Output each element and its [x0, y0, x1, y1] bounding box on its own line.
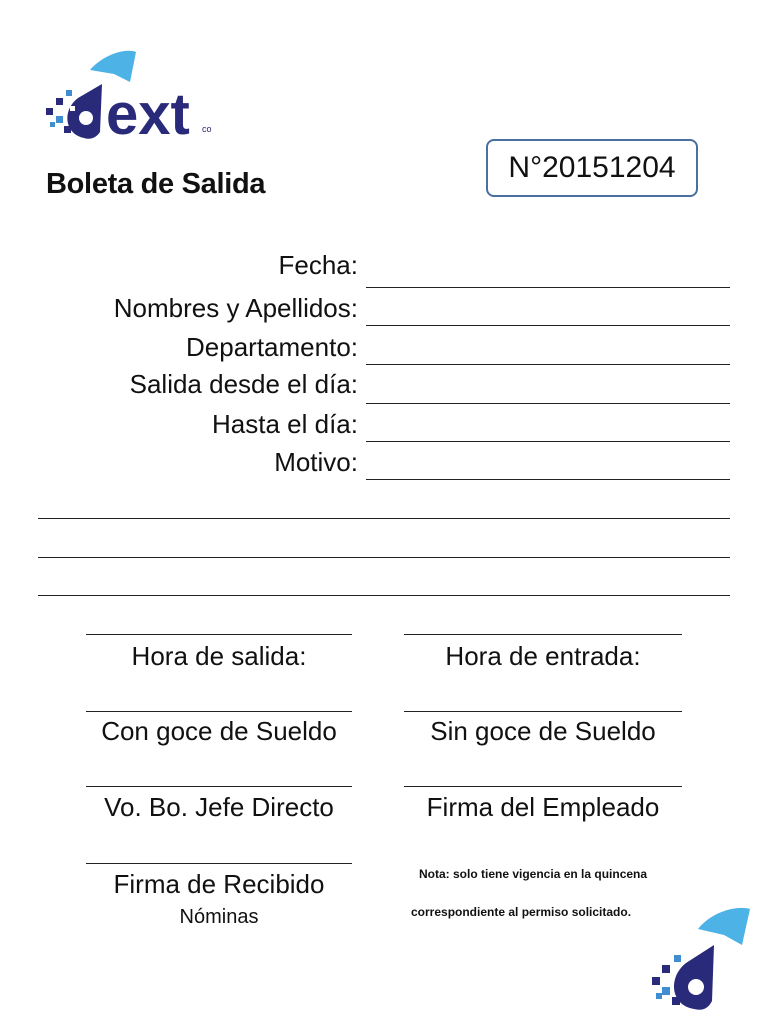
note-line-2: correspondiente al permiso solicitado. [411, 905, 632, 919]
note-line-1: Nota: solo tiene vigencia en la quincena [419, 867, 648, 881]
field-label-departamento: Departamento: [186, 332, 358, 362]
logo-text: ext [106, 82, 190, 147]
jefe-label: Vo. Bo. Jefe Directo [104, 792, 334, 822]
field-line-motivo[interactable] [366, 479, 730, 480]
field-line-fecha[interactable] [366, 287, 730, 288]
page-title: Boleta de Salida [46, 168, 266, 200]
field-line-nombres[interactable] [366, 325, 730, 326]
field-line-hasta[interactable] [366, 441, 730, 442]
empleado-label: Firma del Empleado [426, 792, 660, 822]
con-goce-label: Con goce de Sueldo [101, 716, 337, 746]
hora-entrada-line[interactable] [404, 634, 682, 635]
folio-number: N°20151204 [486, 139, 698, 197]
field-line-departamento[interactable] [366, 364, 730, 365]
company-logo [44, 48, 224, 148]
recibido-signature-line[interactable] [86, 863, 352, 864]
sin-goce-line[interactable] [404, 711, 682, 712]
jefe-signature-line[interactable] [86, 786, 352, 787]
nominas-label: Nóminas [179, 906, 259, 928]
motivo-line-3[interactable] [38, 595, 730, 596]
sin-goce-label: Sin goce de Sueldo [430, 716, 656, 746]
hora-salida-line[interactable] [86, 634, 352, 635]
field-line-salida[interactable] [366, 403, 730, 404]
hora-entrada-label: Hora de entrada: [445, 641, 641, 671]
field-label-fecha: Fecha: [278, 250, 358, 280]
motivo-line-1[interactable] [38, 518, 730, 519]
logo-drop-icon [44, 48, 224, 148]
footer-logo [650, 905, 760, 1015]
logo-drop-icon-small [650, 905, 760, 1015]
empleado-signature-line[interactable] [404, 786, 682, 787]
con-goce-line[interactable] [86, 711, 352, 712]
field-label-salida: Salida desde el día: [129, 369, 358, 399]
hora-salida-label: Hora de salida: [131, 641, 307, 671]
field-label-hasta: Hasta el día: [212, 409, 358, 439]
logo-suffix: co [202, 124, 212, 134]
recibido-label: Firma de Recibido [113, 869, 325, 899]
field-label-nombres: Nombres y Apellidos: [113, 293, 358, 323]
field-label-motivo: Motivo: [274, 447, 358, 477]
motivo-line-2[interactable] [38, 557, 730, 558]
